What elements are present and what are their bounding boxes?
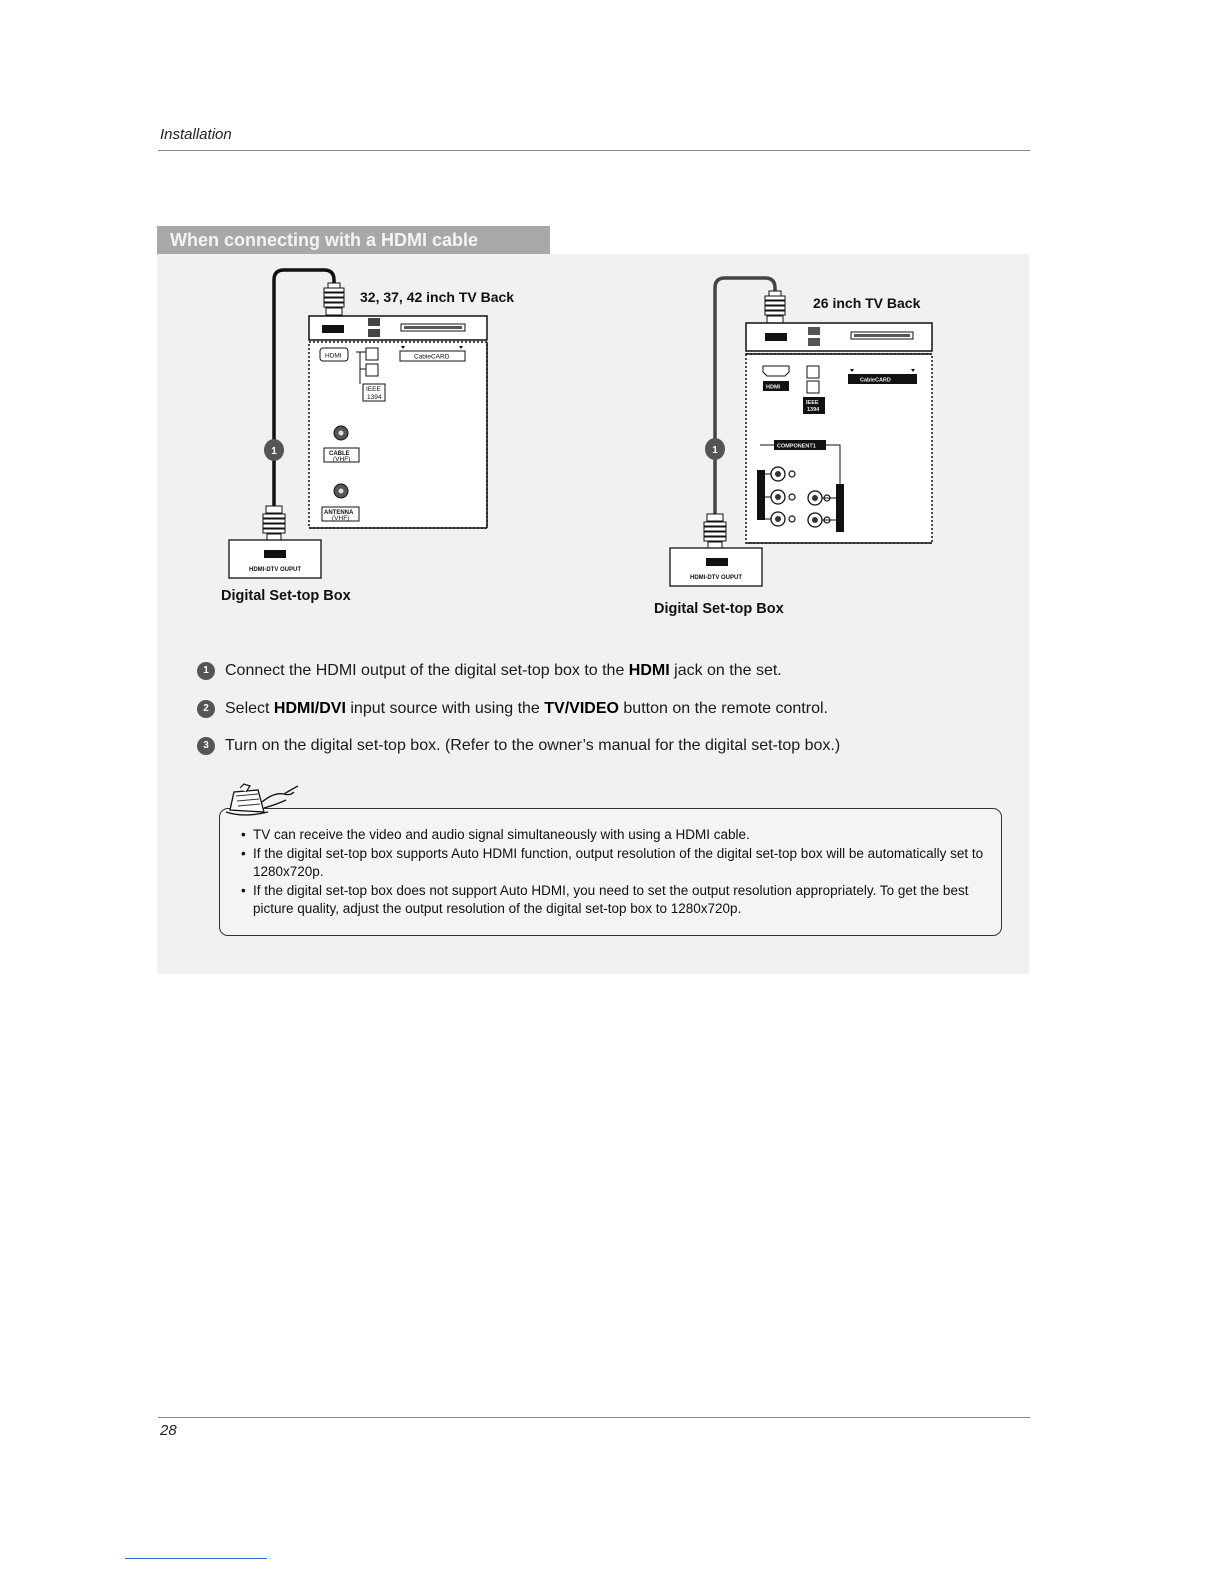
note-item: • If the digital set-top box supports Auto HDMI function, output resolution of the digital set-top box will be automatically set to 1280x720p. xyxy=(241,845,993,882)
step-item xyxy=(197,698,997,736)
left-port-ieee-1: IEEE xyxy=(366,386,381,393)
right-tv-label: 26 inch TV Back xyxy=(813,295,921,311)
footnote-rule xyxy=(125,1558,267,1559)
left-port-cablecard: CableCARD xyxy=(414,353,450,361)
step-list xyxy=(197,660,997,773)
left-tv-label: 32, 37, 42 inch TV Back xyxy=(360,289,515,305)
running-header: Installation xyxy=(160,126,232,143)
left-stb-label: Digital Set-top Box xyxy=(221,588,351,604)
right-bottom-connector-icon xyxy=(704,514,726,548)
right-port-component: COMPONENT1 xyxy=(777,443,816,450)
left-port-antenna-2: (VHF) xyxy=(332,515,350,522)
right-cable-marker: 1 xyxy=(712,445,718,456)
left-port-hdmi: HDMI xyxy=(325,352,342,360)
note-item: • TV can receive the video and audio signal simultaneously with using a HDMI cable. xyxy=(241,826,993,845)
right-port-ieee-1: IEEE xyxy=(806,400,819,406)
step-number-badge: 3 xyxy=(197,737,215,755)
section-title: When connecting with a HDMI cable xyxy=(157,226,550,254)
right-port-cablecard: CableCARD xyxy=(860,377,891,384)
note-pad-hand-icon xyxy=(224,782,304,822)
right-stb-port: HDMI-DTV OUPUT xyxy=(690,575,742,581)
left-cable-marker: 1 xyxy=(271,446,277,457)
step-number-badge: 2 xyxy=(197,700,215,718)
left-port-cable-2: (VHF) xyxy=(333,456,351,463)
left-stb-port: HDMI-DTV OUPUT xyxy=(249,567,301,573)
footer-rule xyxy=(158,1417,1030,1418)
left-port-ieee-2: 1394 xyxy=(367,394,382,401)
left-bottom-connector-icon xyxy=(263,506,285,540)
right-port-ieee-2: 1394 xyxy=(807,407,820,413)
connection-diagram xyxy=(0,0,1224,640)
step-text: Connect the HDMI output of the digital set-top box to the HDMI jack on the set. xyxy=(225,662,782,679)
note-item: • If the digital set-top box does not support Auto HDMI, you need to set the output resolution appropriately. To get the best picture quality, adjust the output resolution of the digital set-top box to 1280x720p. xyxy=(241,882,993,919)
right-top-connector-icon xyxy=(765,291,785,323)
step-number-badge: 1 xyxy=(197,662,215,680)
left-port-antenna-1: ANTENNA xyxy=(324,510,354,516)
step-text: Turn on the digital set-top box. (Refer to the owner’s manual for the digital set-top box.) xyxy=(225,737,841,754)
step-item xyxy=(197,660,997,698)
right-port-hdmi: HDMI xyxy=(766,384,781,391)
left-top-connector-icon xyxy=(324,283,344,315)
right-diagram xyxy=(654,278,932,617)
left-diagram xyxy=(221,270,514,604)
step-text: Select HDMI/DVI input source with using the TV/VIDEO button on the remote control. xyxy=(225,699,828,717)
page-number: 28 xyxy=(160,1422,177,1439)
right-stb-label: Digital Set-top Box xyxy=(654,601,784,617)
note-list xyxy=(241,826,993,919)
step-item xyxy=(197,735,997,773)
left-port-cable-1: CABLE xyxy=(329,451,350,457)
